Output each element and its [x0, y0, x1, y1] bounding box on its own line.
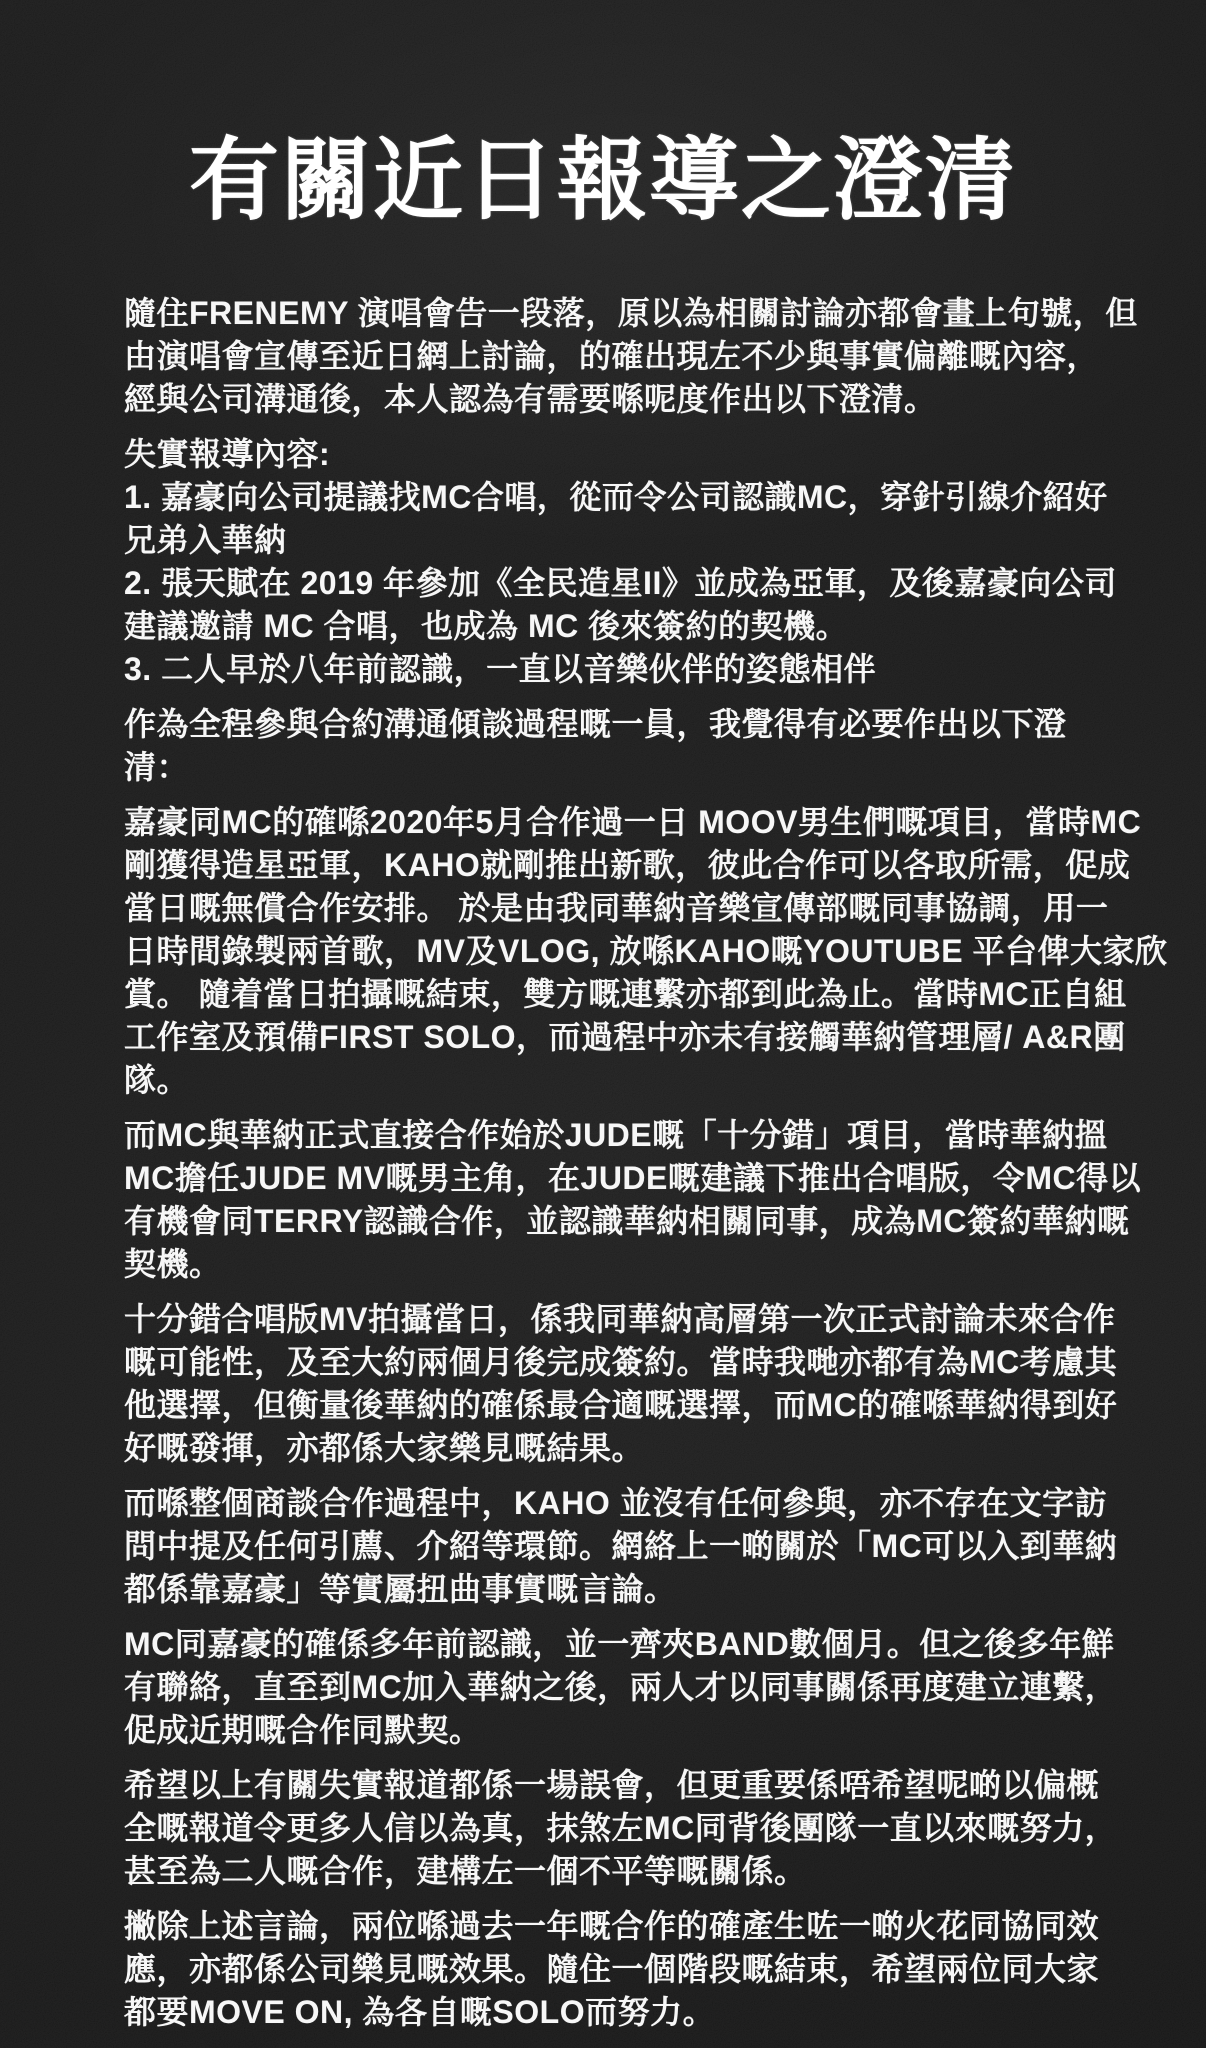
- statement-line: 失實報導內容:: [124, 436, 331, 472]
- statement-paragraph: [124, 801, 1168, 1102]
- statement-line: 他選擇，但衡量後華納的確係最合適嘅選擇，而MC的確喺華納得到好: [124, 1387, 1118, 1423]
- statement-line: 好嘅發揮，亦都係大家樂見嘅結果。: [124, 1430, 645, 1466]
- statement-line: 而MC與華納正式直接合作始於JUDE嘅「十分錯」項目，當時華納搵: [124, 1117, 1108, 1153]
- statement-paragraph: [124, 292, 1138, 421]
- statement-line: 都係靠嘉豪」等實屬扭曲事實嘅言論。: [124, 1571, 677, 1607]
- statement-title: 有關近日報導之澄清: [189, 131, 1017, 231]
- statement-line: 促成近期嘅合作同默契。: [124, 1712, 482, 1748]
- statement-line: 隨住FRENEMY 演唱會告一段落，原以為相關討論亦都會畫上句號，但: [124, 295, 1138, 331]
- statement-line: 撇除上述言論，兩位喺過去一年嘅合作的確產生咗一啲火花同協同效: [124, 1908, 1100, 1944]
- statement-paragraph: [124, 1114, 1142, 1286]
- statement-line: 契機。: [124, 1246, 222, 1282]
- statement-line: 經與公司溝通後，本人認為有需要喺呢度作出以下澄清。: [124, 381, 937, 417]
- statement-line: 應，亦都係公司樂見嘅效果。隨住一個階段嘅結束，希望兩位同大家: [124, 1951, 1100, 1987]
- statement-line: 問中提及任何引薦、介紹等環節。網絡上一啲關於「MC可以入到華納: [124, 1528, 1118, 1564]
- statement-paragraph: [124, 433, 1117, 691]
- statement-line: 都要MOVE ON, 為各自嘅SOLO而努力。: [124, 1994, 716, 2030]
- statement-line: 工作室及預備FIRST SOLO，而過程中亦未有接觸華納管理層/ A&R團: [124, 1019, 1126, 1055]
- statement-line: 而喺整個商談合作過程中，KAHO 並沒有任何參與，亦不存在文字訪: [124, 1485, 1108, 1521]
- statement-line: 希望以上有關失實報道都係一場誤會，但更重要係唔希望呢啲以偏概: [124, 1767, 1100, 1803]
- statement-body: [124, 292, 1168, 2046]
- statement-line: 建議邀請 MC 合唱，也成為 MC 後來簽約的契機。: [124, 608, 849, 644]
- statement-line: 當日嘅無償合作安排。 於是由我同華納音樂宣傳部嘅同事協調，用一: [124, 890, 1109, 926]
- statement-line: 日時間錄製兩首歌，MV及VLOG, 放喺KAHO嘅YOUTUBE 平台俾大家欣: [124, 933, 1168, 969]
- statement-line: 兄弟入華納: [124, 522, 287, 558]
- statement-line: 全嘅報道令更多人信以為真，抹煞左MC同背後團隊一直以來嘅努力，: [124, 1810, 1118, 1846]
- statement-line: 有聯絡，直至到MC加入華納之後，兩人才以同事關係再度建立連繫，: [124, 1669, 1118, 1705]
- statement-line: 由演唱會宣傳至近日網上討論，的確出現左不少與事實偏離嘅內容，: [124, 338, 1100, 374]
- statement-line: 作為全程參與合約溝通傾談過程嘅一員，我覺得有必要作出以下澄: [124, 706, 1067, 742]
- statement-paragraph: [124, 1623, 1118, 1752]
- statement-line: 清：: [124, 749, 190, 785]
- statement-paragraph: [124, 703, 1104, 789]
- statement-paragraph: [124, 1298, 1118, 1470]
- statement-line: 甚至為二人嘅合作，建構左一個不平等嘅關係。: [124, 1853, 807, 1889]
- statement-paragraph: [124, 1764, 1118, 1893]
- statement-line: MC擔任JUDE MV嘅男主角，在JUDE嘅建議下推出合唱版，令MC得以: [124, 1160, 1142, 1196]
- statement-line: 嘅可能性，及至大約兩個月後完成簽約。當時我哋亦都有為MC考慮其: [124, 1344, 1118, 1380]
- statement-line: 隊。: [124, 1062, 190, 1098]
- statement-line: 剛獲得造星亞軍，KAHO就剛推出新歌，彼此合作可以各取所需，促成: [124, 847, 1131, 883]
- statement-line: 1. 嘉豪向公司提議找MC合唱，從而令公司認識MC，穿針引線介紹好: [124, 479, 1108, 515]
- statement-line: 3. 二人早於八年前認識，一直以音樂伙伴的姿態相伴: [124, 651, 877, 687]
- statement-line: 賞。 隨着當日拍攝嘅結束，雙方嘅連繫亦都到此為止。當時MC正自組: [124, 976, 1127, 1012]
- statement-paragraph: [124, 1905, 1104, 2034]
- statement-line: MC同嘉豪的確係多年前認識，並一齊夾BAND數個月。但之後多年鮮: [124, 1626, 1115, 1662]
- statement-line: 2. 張天賦在 2019 年參加《全民造星II》並成為亞軍，及後嘉豪向公司: [124, 565, 1117, 601]
- statement-line: 十分錯合唱版MV拍攝當日，係我同華納高層第一次正式討論未來合作: [124, 1301, 1116, 1337]
- statement-paragraph: [124, 1482, 1118, 1611]
- statement-line: 有機會同TERRY認識合作，並認識華納相關同事，成為MC簽約華納嘅: [124, 1203, 1130, 1239]
- statement-line: 嘉豪同MC的確喺2020年5月合作過一日 MOOV男生們嘅項目，當時MC: [124, 804, 1142, 840]
